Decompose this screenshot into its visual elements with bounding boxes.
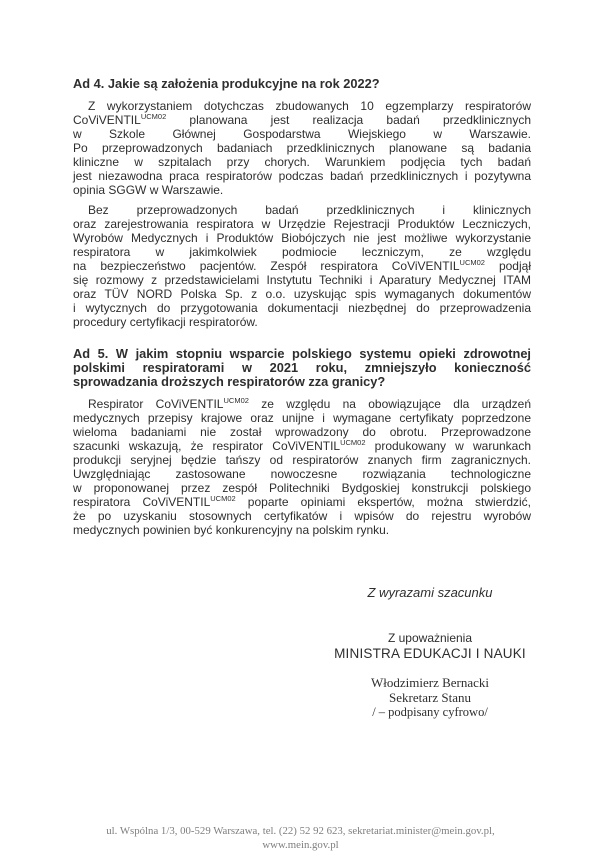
- text-line: medycznych przepisy krajowe oraz unijne i wymagane certyfikaty poprzedzone: [73, 411, 531, 425]
- text-line: kliniczne w szpitalach przy chorych. Warunkiem podjęcia tych badań: [73, 155, 531, 169]
- text-line: Ad 5. W jakim stopniu wsparcie polskiego systemu opieki zdrowotnej: [73, 346, 531, 361]
- text-line: Z wykorzystaniem dotychczas zbudowanych 10 egzemplarzy respiratorów: [88, 99, 531, 113]
- signer-name: Włodzimierz Bernacki: [370, 675, 490, 690]
- text-line: Respirator CoViVENTIL$^{UCM02}$ ze względu na obowiązujące dla urządzeń: [88, 396, 531, 411]
- text-line: Uwzględniając zastosowane nowoczesne rozwiązania technologiczne: [73, 467, 531, 481]
- text-line: respiratora CoViVENTIL$^{UCM02}$ poparte opiniami ekspertów, można stwierdzić,: [73, 494, 531, 509]
- answer-ad4-paragraph-1: [73, 99, 531, 197]
- text-line: opinia SGGW w Warszawie.: [73, 183, 224, 197]
- closing-salutation: Z wyrazami szacunku: [367, 585, 493, 600]
- text-line: oraz TÜV NORD Polska Sp. z o.o. uzyskując spis wymaganych dokumentów: [73, 287, 531, 301]
- text-line: CoViVENTIL$^{UCM02}$ planowana jest realizacja badań przedklinicznych: [73, 112, 531, 127]
- text-line: Ad 4. Jakie są założenia produkcyjne na rok 2022?: [73, 76, 380, 91]
- signer-title: Sekretarz Stanu: [389, 690, 471, 705]
- letter-body: [73, 77, 531, 537]
- text-line: procedury certyfikacji respiratorów.: [73, 315, 258, 329]
- text-line: polskimi respiratorami w 2021 roku, zmniejszyło konieczność: [73, 360, 531, 375]
- signature-block: [334, 631, 526, 720]
- text-line: w proponowanej przez zespół Politechniki Bydgoskiej konstrukcji polskiego: [73, 481, 531, 495]
- signature-authority: MINISTRA EDUKACJI I NAUKI: [334, 646, 526, 661]
- text-line: jest niezawodna praca respiratorów podczas badań przedklinicznych i pozytywna: [73, 169, 531, 183]
- text-line: Po przeprowadzonych badaniach przedklinicznych planowane są badania: [73, 141, 531, 155]
- text-line: w Szkole Głównej Gospodarstwa Wiejskiego w Warszawie.: [73, 127, 531, 141]
- text-line: Wyrobów Medycznych i Produktów Biobójczych nie jest możliwe wykorzystanie: [73, 231, 531, 245]
- footer-website-line: www.mein.gov.pl: [262, 839, 339, 851]
- digital-signature-note: / – podpisany cyfrowo/: [372, 705, 488, 719]
- text-line: że po uzyskaniu stosownych certyfikatów i wpisów do rejestru wyrobów: [73, 509, 531, 523]
- question-ad4: [73, 77, 531, 91]
- text-line: się rozmowy z przedstawicielami Instytutu Techniki i Aparatury Medycznej ITAM: [73, 273, 531, 287]
- text-line: szacunki wskazują, że respirator CoViVENTIL$^{UCM02}$ produkowany w warunkach: [73, 438, 532, 453]
- text-line: wieloma badaniami nie został wprowadzony do obrotu. Przeprowadzone: [73, 425, 531, 439]
- text-line: produkcji seryjnej będzie tańszy od respiratorów znanych firm zagranicznych.: [73, 453, 531, 467]
- text-line: na bezpieczeństwo pacjentów. Zespół respiratora CoViVENTIL$^{UCM02}$ podjął: [73, 258, 531, 273]
- text-line: sprowadzania droższych respiratorów zza granicy?: [73, 374, 386, 389]
- letter-footer: [0, 824, 601, 852]
- text-line: i wytycznych do przygotowania dokumentacji niezbędnej do przeprowadzenia: [73, 301, 531, 315]
- question-ad5: [73, 347, 531, 389]
- text-line: oraz zarejestrowania respiratora w Urzędzie Rejestracji Produktów Leczniczych,: [73, 217, 531, 231]
- footer-address-line: ul. Wspólna 1/3, 00-529 Warszawa, tel. (22) 52 92 623, sekretariat.minister@mein.gov.pl,: [106, 825, 495, 837]
- text-line: medycznych powinien być konkurencyjny na polskim rynku.: [73, 523, 390, 537]
- text-line: respiratora w jakimkolwiek podmiocie leczniczym, ze względu: [73, 245, 531, 259]
- text-line: Bez przeprowadzonych badań przedklinicznych i klinicznych: [88, 203, 531, 217]
- answer-ad4-paragraph-2: [73, 203, 531, 329]
- signature-authorization: Z upoważnienia: [387, 631, 473, 645]
- answer-ad5-paragraph-1: [73, 397, 531, 537]
